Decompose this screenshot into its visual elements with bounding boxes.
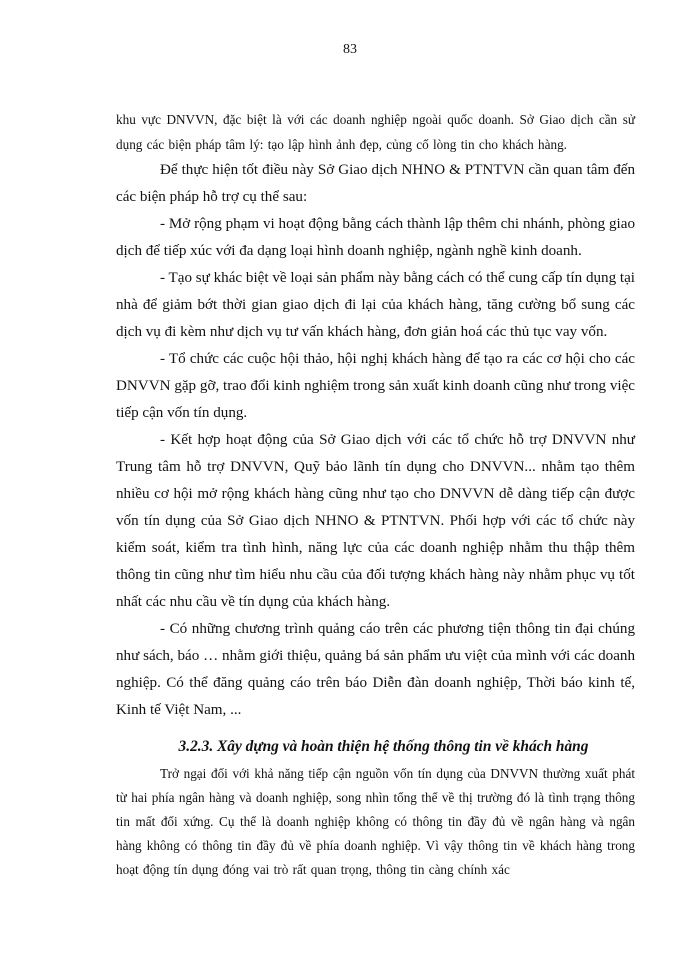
paragraph-4: - Tạo sự khác biệt về loại sản phẩm này bằng cách có thể cung cấp tín dụng tại nhà để giảm bớt thời gian giao dịch đi lại của khách hàng, tăng cường bổ sung các dịch vụ đi kèm như dịch vụ tư vấn khách hàng, đơn giản hoá các thủ tục vay vốn. bbox=[116, 270, 635, 341]
paragraph-1: khu vực DNVVN, đặc biệt là với các doanh nghiệp ngoài quốc doanh. Sở Giao dịch cần sử dụng các biện pháp tâm lý: tạo lập hình ảnh đẹp, củng cố lòng tin cho khách hàng. bbox=[116, 112, 635, 152]
paragraph-2: Để thực hiện tốt điều này Sở Giao dịch NHNO & PTNTVN cần quan tâm đến các biện pháp hỗ trợ cụ thể sau: bbox=[116, 162, 635, 206]
page-number: 83 bbox=[343, 42, 357, 57]
paragraph-6: - Kết hợp hoạt động của Sở Giao dịch với các tổ chức hỗ trợ DNVVN như Trung tâm hỗ trợ DNVVN, Quỹ bảo lãnh tín dụng cho DNVVN... nhằm tạo thêm nhiều cơ hội mở rộng khách hàng cũng như tạo cho DNVVN dễ dàng tiếp cận được vốn tín dụng của Sở Giao dịch NHNO & PTNTVN. Phối hợp với các tổ chức này kiểm soát, kiểm tra tình hình, năng lực của các doanh nghiệp nhằm thu thập thêm thông tin cũng như tìm hiểu nhu cầu của đối tượng khách hàng này nhằm phục vụ tốt nhất các nhu cầu về tín dụng của khách hàng. bbox=[116, 432, 635, 611]
paragraph-3: - Mở rộng phạm vi hoạt động bằng cách thành lập thêm chi nhánh, phòng giao dịch để tiếp xúc với đa dạng loại hình doanh nghiệp, ngành nghề kinh doanh. bbox=[116, 216, 635, 260]
paragraph-7: - Có những chương trình quảng cáo trên các phương tiện thông tin đại chúng như sách, báo … nhằm giới thiệu, quảng bá sản phẩm ưu việt của mình với các doanh nghiệp. Có thể đăng quảng cáo trên báo Diễn đàn doanh nghiệp, Thời báo kinh tế, Kinh tế Việt Nam, ... bbox=[116, 621, 635, 719]
section-heading: 3.2.3. Xây dựng và hoàn thiện hệ thống thông tin về khách hàng bbox=[178, 738, 589, 756]
document-body bbox=[116, 108, 635, 882]
paragraph-5: - Tổ chức các cuộc hội thảo, hội nghị khách hàng để tạo ra các cơ hội cho các DNVVN gặp gỡ, trao đổi kinh nghiệm trong sản xuất kinh doanh cũng như trong việc tiếp cận vốn tín dụng. bbox=[116, 351, 635, 422]
paragraph-8: Trở ngại đối với khả năng tiếp cận nguồn vốn tín dụng của DNVVN thường xuất phát từ hai phía ngân hàng và doanh nghiệp, song nhìn tổng thể về thị trường đó là tình trạng thông tin mất đối xứng. Cụ thể là doanh nghiệp không có thông tin đầy đủ về ngân hàng và ngân hàng không có thông tin đầy đủ về phía doanh nghiệp. Vì vậy thông tin về khách hàng trong hoạt động tín dụng đóng vai trò rất quan trọng, thông tin càng chính xác bbox=[116, 766, 635, 878]
